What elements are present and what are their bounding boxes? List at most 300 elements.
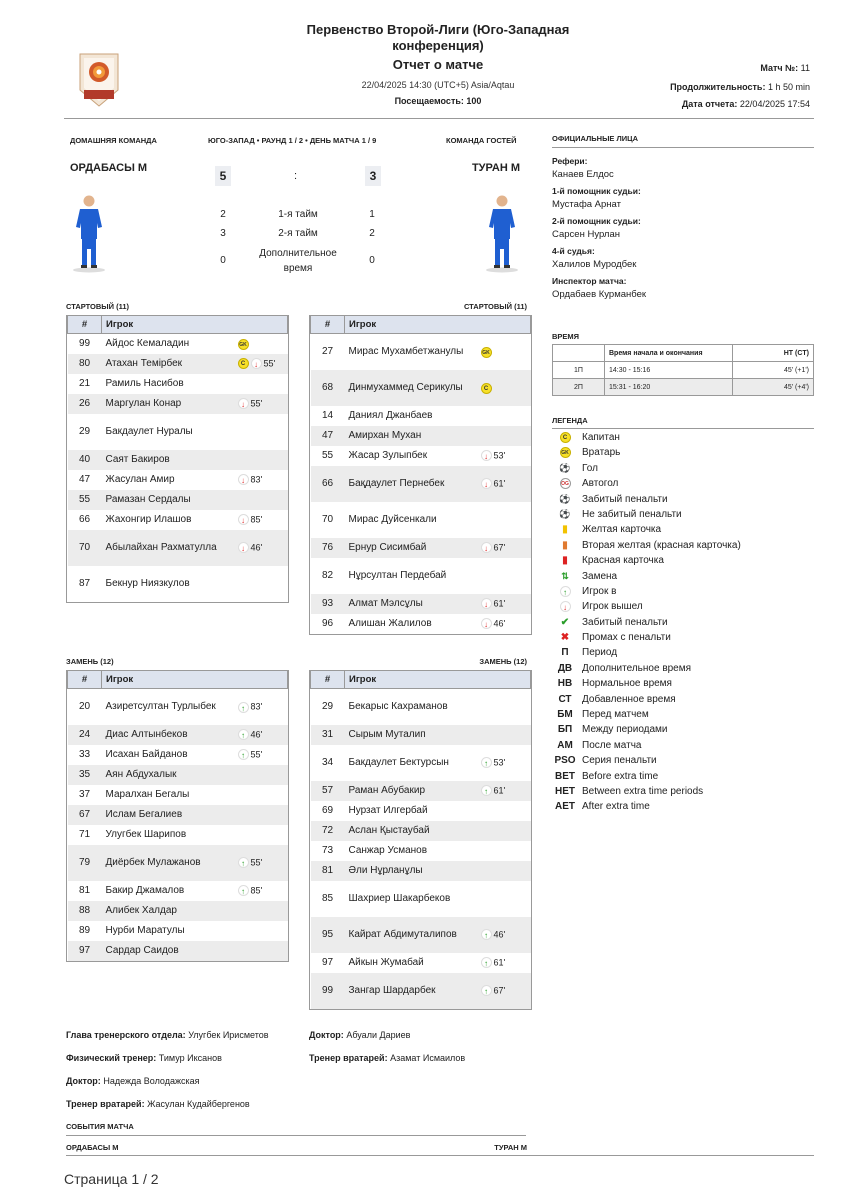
- player-out-icon: ↓: [481, 450, 492, 461]
- attendance-value: 100: [466, 96, 482, 106]
- legend-abbr: PSO: [554, 755, 576, 767]
- player-name: Диас Алтынбеков: [102, 725, 236, 745]
- table-row: [311, 558, 531, 594]
- half2-home: 3: [220, 228, 226, 239]
- player-number: 71: [78, 828, 91, 840]
- player-events: [479, 781, 531, 801]
- player-events: [236, 785, 288, 805]
- player-name: Нурби Маратулы: [105, 924, 185, 936]
- legend-text: Before extra time: [582, 770, 659, 782]
- red-card-icon: ▮: [562, 555, 568, 567]
- event-minute: 83': [250, 474, 263, 485]
- lineup-table: [67, 670, 288, 961]
- player-events: [479, 725, 531, 745]
- own-goal-icon: OG: [560, 478, 571, 489]
- legend-text: Дополнительное время: [582, 662, 692, 674]
- table-row: [68, 901, 288, 921]
- legend-item: [552, 630, 814, 645]
- player-name: Алишан Жалилов: [348, 617, 432, 629]
- table-row: [68, 921, 288, 941]
- legend-item: [552, 538, 814, 553]
- player-number: 37: [78, 788, 91, 800]
- player-in-icon: ↑: [238, 702, 249, 713]
- official-role: Инспектор матча:: [552, 276, 627, 286]
- player-name: Бекарыс Кахраманов: [348, 700, 448, 712]
- table-row: [311, 725, 531, 745]
- legend-item: [552, 476, 814, 491]
- event-minute: 55': [263, 358, 276, 369]
- legend-text: Игрок вышел: [582, 601, 643, 613]
- table-row: [68, 845, 288, 881]
- player-out-icon: ↓: [238, 542, 249, 553]
- player-events: [236, 334, 288, 354]
- player-name: Аслан Қыстаубай: [345, 821, 479, 841]
- player-number: 33: [78, 748, 91, 760]
- col-player: Игрок: [102, 316, 288, 334]
- player-number: 29: [321, 700, 334, 712]
- event-minute: 53': [493, 450, 506, 461]
- player-number: 66: [311, 466, 345, 502]
- penalty-missed-icon: ✖: [560, 632, 570, 644]
- player-events: [479, 745, 531, 781]
- player-number: 85: [321, 892, 334, 904]
- events-divider: [66, 1135, 526, 1136]
- official-name: Халилов Муродбек: [552, 259, 637, 270]
- player-events: [479, 614, 531, 634]
- player-number: 47: [311, 426, 345, 446]
- event-minute: 46': [493, 929, 506, 940]
- player-in-icon: ↑: [238, 885, 249, 896]
- event-minute: 85': [250, 885, 263, 896]
- player-out-icon: ↓: [481, 542, 492, 553]
- goalkeeper-icon: GK: [560, 447, 571, 458]
- player-out-icon: ↓: [560, 601, 571, 612]
- table-row: [68, 414, 288, 450]
- extra-home: 0: [220, 255, 226, 266]
- goalkeeper-icon: GK: [238, 339, 249, 350]
- legend-item: [552, 507, 814, 522]
- time-period: 1П: [553, 362, 605, 379]
- player-name: Әли Нұрланұлы: [345, 861, 479, 881]
- player-name: Раман Абубакир: [345, 781, 479, 801]
- home-team-label: ДОМАШНЯЯ КОМАНДА: [70, 136, 157, 145]
- player-events: [479, 502, 531, 538]
- col-player: Игрок: [102, 671, 288, 689]
- score-separator: :: [294, 170, 298, 182]
- time-ht: 45' (+4'): [733, 379, 814, 396]
- table-row: [311, 821, 531, 841]
- player-name: Сардар Саидов: [102, 941, 236, 961]
- player-events: [479, 821, 531, 841]
- legend-abbr: СТ: [558, 693, 572, 705]
- player-name: Айдос Кемаладин: [105, 337, 190, 349]
- player-number: 79: [68, 845, 102, 881]
- lineup-table: [310, 315, 531, 634]
- table-row: [68, 490, 288, 510]
- player-number: 26: [68, 394, 102, 414]
- league-logo: [74, 50, 124, 108]
- player-number: 57: [311, 781, 345, 801]
- player-in-icon: ↑: [238, 749, 249, 760]
- legend-item: [552, 599, 814, 614]
- player-events: [236, 374, 288, 394]
- player-number: 97: [68, 941, 102, 961]
- legend-abbr: НВ: [557, 678, 573, 690]
- away-kit-icon: [485, 193, 519, 273]
- player-out-icon: ↓: [238, 474, 249, 485]
- legend-abbr: БП: [557, 724, 573, 736]
- event-minute: 55': [250, 749, 263, 760]
- player-events: [479, 594, 531, 614]
- substitution-icon: ⇅: [561, 570, 569, 581]
- legend-item: [552, 569, 814, 584]
- table-row: [68, 765, 288, 785]
- legend-item: [552, 553, 814, 568]
- player-name: Аян Абдухалык: [102, 765, 236, 785]
- player-number: 72: [311, 821, 345, 841]
- player-number: 67: [68, 805, 102, 825]
- player-number: 99: [311, 973, 345, 1009]
- player-number: 55: [68, 490, 102, 510]
- time-row: [553, 362, 814, 379]
- player-name: Рамиль Насибов: [105, 377, 184, 389]
- penalty-scored-icon: ✔: [560, 616, 570, 628]
- player-events: [236, 941, 288, 961]
- player-events: [479, 689, 531, 725]
- time-header-row: [553, 345, 814, 362]
- player-name: Даниял Джанбаев: [348, 409, 433, 421]
- legend-text: Игрок в: [582, 585, 617, 597]
- event-minute: 61': [493, 478, 506, 489]
- player-number: 81: [78, 884, 91, 896]
- player-events: [479, 538, 531, 558]
- duration-label: Продолжительность:: [670, 82, 766, 92]
- player-name: Айкын Жумабай: [348, 956, 424, 968]
- player-events: [479, 861, 531, 881]
- legend-text: Период: [582, 647, 618, 659]
- staff-role: Тренер вратарей:: [309, 1053, 388, 1063]
- player-events: [236, 765, 288, 785]
- staff-member: [309, 1030, 549, 1053]
- official-role: 2-й помощник судьи:: [552, 216, 641, 226]
- legend-abbr: BET: [555, 770, 575, 782]
- legend-text: Не забитый пенальти: [582, 508, 682, 520]
- time-col-period: [553, 345, 605, 362]
- half1-home: 2: [220, 209, 226, 220]
- table-row: [311, 334, 531, 370]
- staff-member: [309, 1053, 549, 1076]
- half1-away: 1: [369, 209, 375, 220]
- staff-role: Глава тренерского отдела:: [66, 1030, 186, 1040]
- legend-item: [552, 738, 814, 753]
- player-name: Жасар Зулыпбек: [348, 449, 428, 461]
- legend-item: [552, 722, 814, 737]
- page-number: Страница 1 / 2: [64, 1171, 159, 1187]
- home-subs-table: [66, 670, 289, 962]
- player-name: Рамазан Сердалы: [102, 490, 236, 510]
- table-row: [311, 594, 531, 614]
- lineup-table-frame: [309, 670, 532, 1010]
- player-in-icon: ↑: [560, 586, 571, 597]
- report-date-value: 22/04/2025 17:54: [739, 99, 810, 109]
- player-events: [479, 801, 531, 821]
- player-events: [236, 510, 288, 530]
- legend-label: ЛЕГЕНДА: [552, 416, 588, 425]
- away-staff: [309, 1030, 549, 1076]
- legend-item: [552, 492, 814, 507]
- second-yellow-icon: ▮: [562, 539, 568, 551]
- lineup-table: [67, 315, 288, 602]
- player-events: [236, 530, 288, 566]
- legend-text: Гол: [582, 462, 598, 474]
- player-number: 21: [78, 377, 91, 389]
- player-out-icon: ↓: [481, 598, 492, 609]
- player-events: [236, 354, 288, 374]
- official-role: 1-й помощник судьи:: [552, 186, 641, 196]
- player-number: 87: [78, 577, 91, 589]
- player-name: Азиретсултан Турлыбек: [105, 700, 216, 712]
- away-subs-table: [309, 670, 532, 1010]
- legend-item: [552, 769, 814, 784]
- legend-text: Добавленное время: [582, 693, 676, 705]
- extra-label: Дополнительное время: [259, 248, 337, 274]
- table-row: [68, 510, 288, 530]
- event-minute: 67': [493, 542, 506, 553]
- legend-item: [552, 445, 814, 460]
- col-player: Игрок: [345, 316, 531, 334]
- player-number: 69: [321, 804, 334, 816]
- staff-name: Азамат Исмаилов: [390, 1053, 466, 1063]
- legend-item: [552, 753, 814, 768]
- player-events: [236, 394, 288, 414]
- table-row: [311, 881, 531, 917]
- away-starting-label: СТАРТОВЫЙ (11): [463, 302, 527, 311]
- table-row: [311, 973, 531, 1009]
- player-number: 70: [321, 513, 334, 525]
- staff-member: [66, 1030, 306, 1053]
- staff-member: [66, 1053, 306, 1076]
- table-row: [68, 725, 288, 745]
- legend-abbr: П: [561, 647, 569, 659]
- match-number-label: Матч №:: [760, 63, 799, 73]
- table-row: [68, 530, 288, 566]
- player-out-icon: ↓: [238, 514, 249, 525]
- lineup-table-frame: [66, 315, 289, 603]
- player-number: 99: [78, 337, 91, 349]
- player-events: [236, 805, 288, 825]
- player-number: 82: [321, 569, 334, 581]
- legend-item: [552, 584, 814, 599]
- player-events: [236, 825, 288, 845]
- player-number: 95: [311, 917, 345, 953]
- match-duration: [670, 82, 810, 92]
- away-subs-label: ЗАМЕНЬ (12): [479, 657, 527, 666]
- player-events: [479, 558, 531, 594]
- match-number-value: 11: [800, 63, 810, 73]
- player-number: 47: [78, 473, 91, 485]
- player-events: [236, 845, 288, 881]
- player-in-icon: ↑: [238, 857, 249, 868]
- player-name: Шахриер Шакарбеков: [348, 892, 451, 904]
- match-datetime: 22/04/2025 14:30 (UTC+5) Asia/Aqtau: [361, 80, 515, 90]
- legend-text: Желтая карточка: [582, 524, 662, 536]
- legend-text: Перед матчем: [582, 709, 649, 721]
- col-number: #: [68, 316, 102, 334]
- captain-icon: C: [481, 383, 492, 394]
- player-events: [236, 881, 288, 901]
- event-minute: 55': [250, 857, 263, 868]
- ball-icon: ⚽: [559, 493, 571, 504]
- half2-away: 2: [369, 228, 375, 239]
- table-row: [311, 801, 531, 821]
- staff-name: Жасулан Кудайбергенов: [147, 1099, 250, 1109]
- time-period: 2П: [553, 379, 605, 396]
- away-team-label: КОМАНДА ГОСТЕЙ: [446, 136, 517, 145]
- officials-list: [552, 156, 814, 306]
- official-role: 4-й судья:: [552, 246, 595, 256]
- table-row: [311, 538, 531, 558]
- table-row: [311, 953, 531, 973]
- legend-abbr: БМ: [557, 709, 573, 721]
- legend-abbr: ДВ: [557, 662, 573, 674]
- col-number: #: [311, 671, 345, 689]
- legend-item: [552, 430, 814, 445]
- player-events: [236, 689, 288, 725]
- player-number: 40: [68, 450, 102, 470]
- time-label: ВРЕМЯ: [552, 332, 580, 341]
- player-events: [236, 725, 288, 745]
- table-row: [68, 450, 288, 470]
- ball-icon: ⚽: [559, 508, 571, 519]
- lineup-header-row: [311, 316, 531, 334]
- player-number: 27: [321, 345, 334, 357]
- legend-item: [552, 707, 814, 722]
- legend-text: Капитан: [582, 432, 620, 443]
- lineup-header-row: [311, 671, 531, 689]
- legend-text: Забитый пенальти: [582, 616, 668, 628]
- player-name: Бекнур Ниязкулов: [105, 577, 190, 589]
- player-name: Зангар Шардарбек: [345, 973, 479, 1009]
- event-minute: 55': [250, 398, 263, 409]
- time-row: [553, 379, 814, 396]
- player-events: [479, 466, 531, 502]
- legend-divider: [552, 428, 814, 429]
- staff-member: [66, 1099, 306, 1122]
- player-name: Мирас Дуйсенкали: [348, 513, 437, 525]
- player-name: Бакдаулет Бектурсын: [348, 756, 449, 768]
- legend-list: [552, 430, 814, 815]
- event-minute: 61': [493, 598, 506, 609]
- player-in-icon: ↑: [238, 729, 249, 740]
- events-away-team: ТУРАН М: [494, 1143, 527, 1152]
- col-player: Игрок: [345, 671, 531, 689]
- home-starting-label: СТАРТОВЫЙ (11): [66, 302, 130, 311]
- attendance-label: Посещаемость:: [394, 96, 464, 106]
- player-name: Улугбек Шарипов: [105, 828, 187, 840]
- time-ht: 45' (+1'): [733, 362, 814, 379]
- away-score: 3: [365, 166, 381, 186]
- player-events: [479, 841, 531, 861]
- goalkeeper-icon: GK: [481, 347, 492, 358]
- time-range: 15:31 - 16:20: [605, 379, 733, 396]
- player-name: Жасулан Амир: [105, 473, 175, 485]
- event-minute: 46': [250, 729, 263, 740]
- col-number: #: [68, 671, 102, 689]
- legend-item: [552, 461, 814, 476]
- away-team-name: ТУРАН М: [471, 162, 520, 174]
- table-row: [68, 334, 288, 354]
- table-row: [68, 566, 288, 602]
- lineup-table-frame: [309, 315, 532, 635]
- player-name: Диёрбек Мулажанов: [102, 845, 236, 881]
- legend-abbr: HET: [555, 785, 575, 797]
- player-name: Нурзат Илгербай: [348, 804, 428, 816]
- event-minute: 53': [493, 757, 506, 768]
- player-name: Санжар Усманов: [348, 844, 428, 856]
- legend-text: Between extra time periods: [582, 785, 704, 797]
- legend-text: Вторая желтая (красная карточка): [582, 539, 741, 551]
- player-events: [479, 953, 531, 973]
- event-minute: 61': [493, 785, 506, 796]
- col-number: #: [311, 316, 345, 334]
- home-score: 5: [215, 166, 231, 186]
- legend-item: [552, 645, 814, 660]
- time-col-ht: HT (CT): [733, 345, 814, 362]
- table-row: [68, 374, 288, 394]
- event-minute: 46': [250, 542, 263, 553]
- player-name: Бакир Джамалов: [105, 884, 185, 896]
- events-bottom-divider: [66, 1155, 814, 1156]
- player-events: [236, 901, 288, 921]
- player-number: 29: [78, 425, 91, 437]
- player-number: 88: [68, 901, 102, 921]
- player-number: 68: [311, 370, 345, 406]
- player-name: Атахан Темірбек: [102, 354, 236, 374]
- home-subs-label: ЗАМЕНЬ (12): [66, 657, 114, 666]
- report-date-label: Дата отчета:: [681, 99, 738, 109]
- table-row: [68, 941, 288, 961]
- legend-text: Красная карточка: [582, 555, 664, 567]
- lineup-table: [310, 670, 531, 1009]
- player-name: Ислам Бегалиев: [102, 805, 236, 825]
- player-events: [236, 450, 288, 470]
- player-name: Алмат Мэлсұлы: [345, 594, 479, 614]
- event-minute: 67': [493, 985, 506, 996]
- report-title: Первенство Второй-Лиги (Юго-Западная конференция): [306, 22, 570, 53]
- half1-label: 1-я тайм: [278, 209, 318, 220]
- player-number: 97: [321, 956, 334, 968]
- table-row: [311, 466, 531, 502]
- report-subtitle: Отчет о матче: [392, 57, 484, 72]
- player-events: [479, 881, 531, 917]
- lineup-header-row: [68, 316, 288, 334]
- table-row: [68, 354, 288, 374]
- player-number: 34: [321, 756, 334, 768]
- staff-role: Доктор:: [309, 1030, 344, 1040]
- legend-item: [552, 615, 814, 630]
- player-name: Маргулан Конар: [102, 394, 236, 414]
- legend-text: Между периодами: [582, 724, 668, 736]
- captain-icon: C: [238, 358, 249, 369]
- player-number: 80: [68, 354, 102, 374]
- player-name: Кайрат Абдимуталипов: [345, 917, 479, 953]
- player-events: [236, 470, 288, 490]
- table-row: [68, 881, 288, 901]
- player-number: 81: [311, 861, 345, 881]
- home-kit-icon: [72, 193, 106, 273]
- legend-text: Серия пенальти: [582, 755, 657, 767]
- report-date: [682, 99, 810, 109]
